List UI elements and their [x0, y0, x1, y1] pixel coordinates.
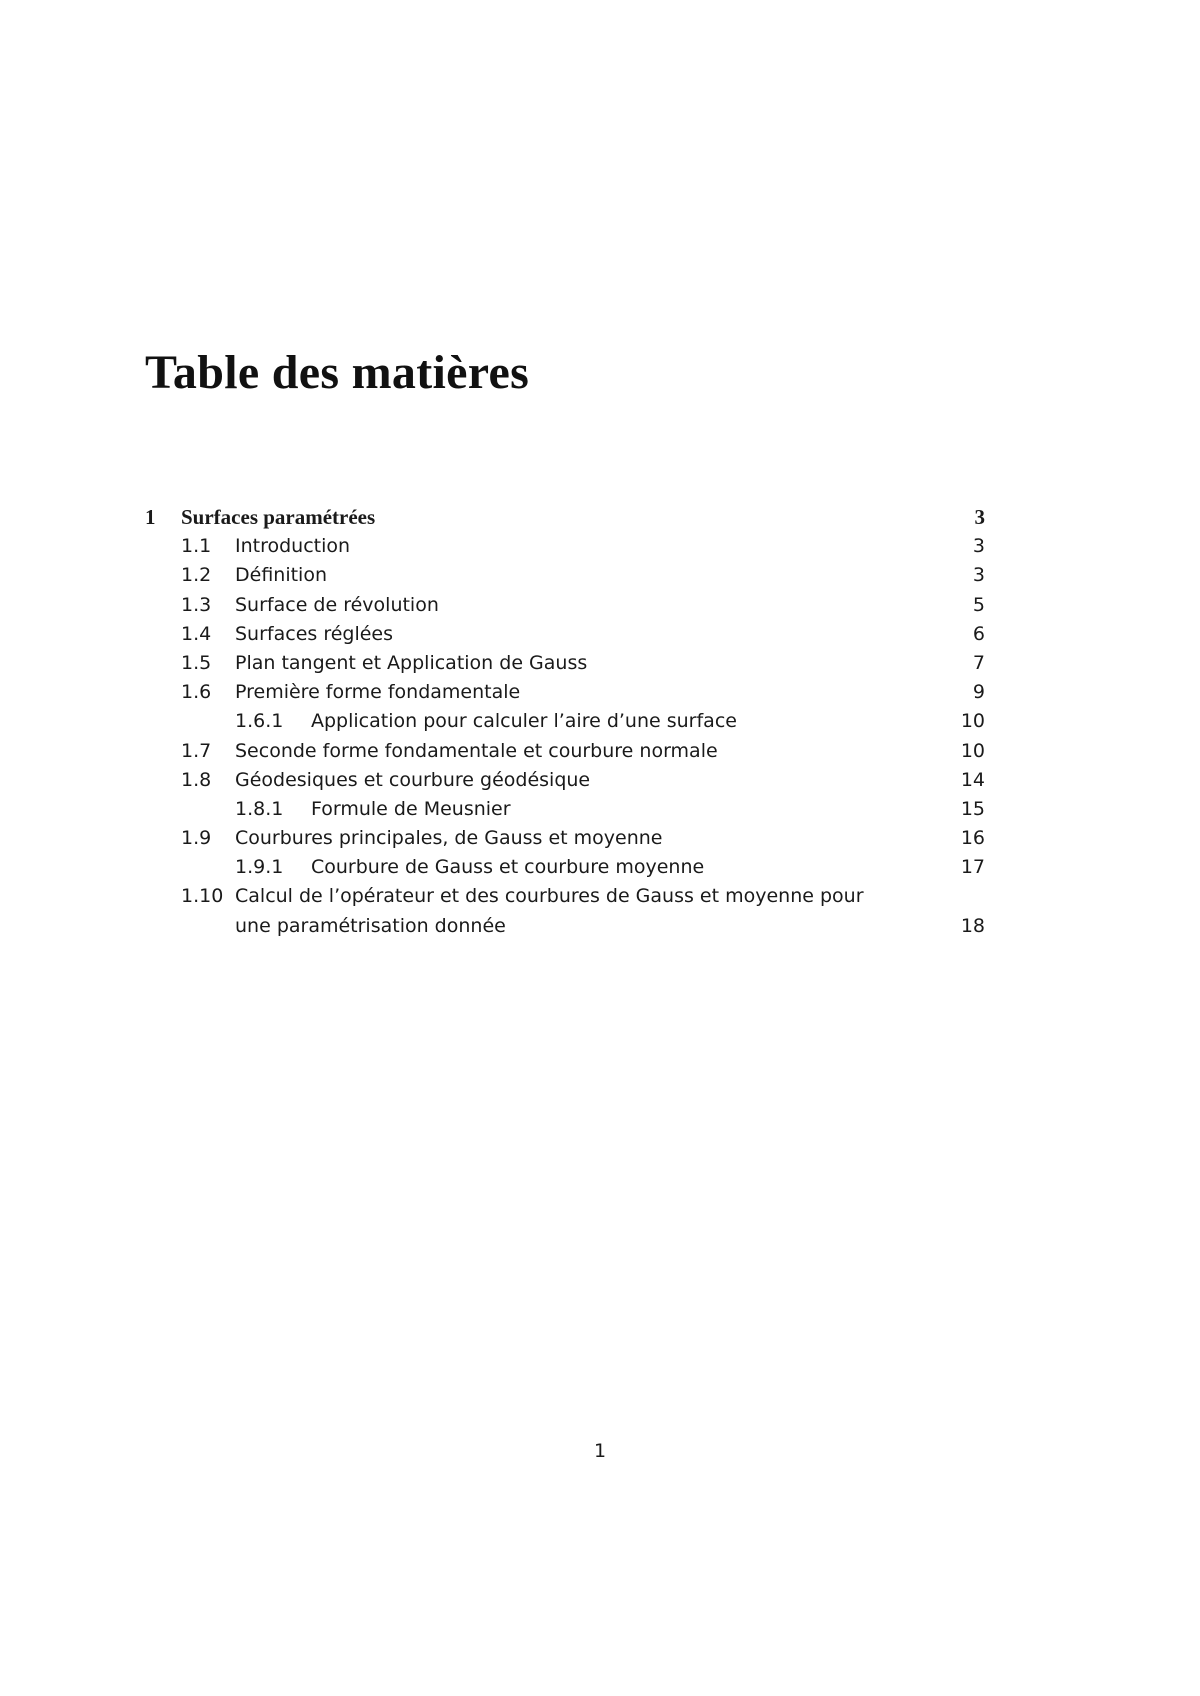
toc-entry-number: 1.6	[181, 681, 212, 704]
toc-entry-1-10-line1[interactable]	[145, 882, 985, 911]
toc-entry-number: 1.7	[181, 739, 212, 762]
toc-entry-number: 1.2	[181, 564, 212, 587]
toc-entry-number: 1.10	[181, 885, 224, 908]
toc-entry-1-9-1[interactable]	[145, 853, 985, 882]
page-title: Table des matières	[145, 346, 530, 399]
toc-entry-page: 10	[960, 710, 985, 733]
toc-entry-number: 1.3	[181, 593, 212, 616]
toc-entry-page: 7	[972, 651, 985, 674]
toc-entry-label: Courbure de Gauss et courbure moyenne	[311, 853, 710, 882]
toc-entry-page: 9	[972, 681, 985, 704]
toc-entry-1-4[interactable]	[145, 620, 985, 649]
toc-chapter-label: Surfaces paramétrées	[181, 503, 381, 532]
toc-entry-label-continued: une paramétrisation donnée	[235, 912, 512, 941]
toc-entry-1-2[interactable]	[145, 561, 985, 590]
table-of-contents	[145, 503, 985, 941]
toc-entry-number: 1.1	[181, 535, 212, 558]
toc-entry-label: Seconde forme fondamentale et courbure normale	[235, 737, 724, 766]
toc-entry-label: Première forme fondamentale	[235, 678, 526, 707]
toc-entry-page: 16	[960, 827, 985, 850]
toc-entry-number: 1.9	[181, 827, 212, 850]
toc-entry-label: Courbures principales, de Gauss et moyenne	[235, 824, 669, 853]
toc-entry-number: 1.8.1	[235, 797, 284, 820]
toc-entry-label: Plan tangent et Application de Gauss	[235, 649, 593, 678]
toc-entry-page: 10	[960, 739, 985, 762]
toc-entry-1-5[interactable]	[145, 649, 985, 678]
toc-entry-number: 1.9.1	[235, 856, 284, 879]
toc-entry-1-6[interactable]	[145, 678, 985, 707]
toc-entry-number: 1.5	[181, 651, 212, 674]
toc-entry-number: 1.4	[181, 622, 212, 645]
toc-entry-1-3[interactable]	[145, 591, 985, 620]
toc-entry-label: Application pour calculer l’aire d’une surface	[311, 707, 743, 736]
toc-entry-page: 3	[972, 564, 985, 587]
toc-entry-label: Introduction	[235, 532, 356, 561]
toc-entry-1-9[interactable]	[145, 824, 985, 853]
toc-entry-1-6-1[interactable]	[145, 707, 985, 736]
toc-entry-label: Définition	[235, 561, 333, 590]
toc-entry-label: Surface de révolution	[235, 591, 445, 620]
toc-entry-page: 3	[972, 535, 985, 558]
toc-chapter-entry[interactable]	[145, 503, 985, 532]
toc-entry-label: Surfaces réglées	[235, 620, 399, 649]
toc-chapter-page: 3	[974, 505, 985, 529]
toc-entry-number: 1.8	[181, 768, 212, 791]
toc-entry-label: Géodesiques et courbure géodésique	[235, 766, 596, 795]
toc-entry-page: 5	[972, 593, 985, 616]
toc-entry-number: 1.6.1	[235, 710, 284, 733]
toc-entry-1-1[interactable]	[145, 532, 985, 561]
toc-entry-label: Calcul de l’opérateur et des courbures de Gauss et moyenne pour	[235, 882, 870, 911]
toc-entry-page: 17	[960, 856, 985, 879]
page-number: 1	[593, 1440, 607, 1462]
toc-entry-1-8[interactable]	[145, 766, 985, 795]
toc-entry-1-7[interactable]	[145, 737, 985, 766]
toc-entry-page: 6	[972, 622, 985, 645]
toc-entry-page: 15	[960, 797, 985, 820]
toc-entry-page: 18	[960, 914, 985, 937]
toc-entry-1-10-line2[interactable]	[145, 912, 985, 941]
toc-entry-1-8-1[interactable]	[145, 795, 985, 824]
toc-entry-label: Formule de Meusnier	[311, 795, 517, 824]
toc-chapter-number: 1	[145, 505, 156, 529]
toc-entry-page: 14	[960, 768, 985, 791]
